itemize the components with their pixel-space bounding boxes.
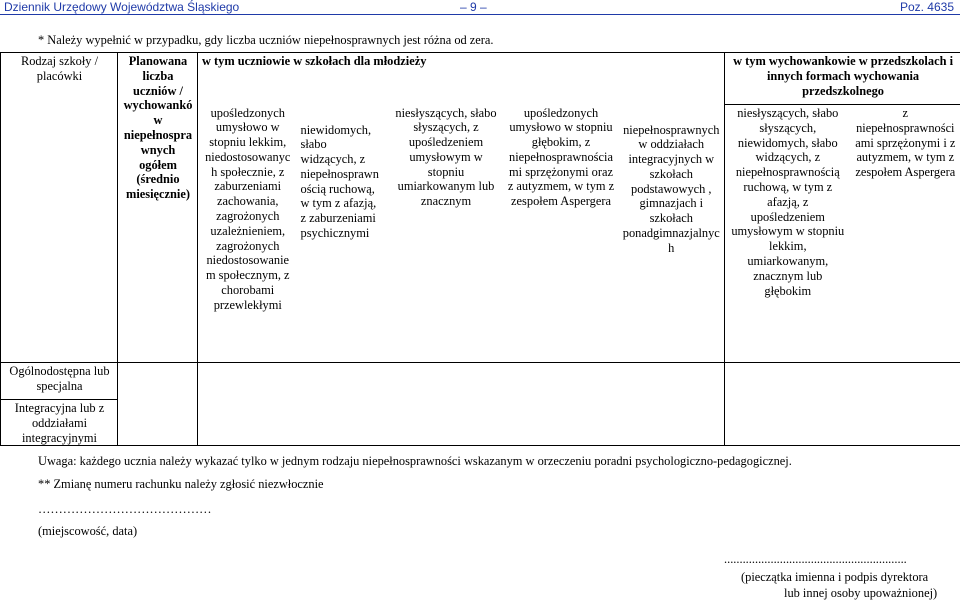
row-label-integration: Integracyjna lub z oddziałami integracyjnymi — [1, 400, 118, 446]
header-preschool-group: w tym wychowankowie w przedszkolach i innych formach wychowania przedszkolnego — [725, 53, 960, 105]
top-note: * Należy wypełnić w przypadku, gdy liczba uczniów niepełnosprawnych jest różna od zera. — [38, 33, 494, 47]
col-preschool-sensory: niesłyszących, słabo słyszących, niewidomych, słabo widzących, z niepełnosprawnością ruchową, w tym z afazją, z upośledzeniem umysłowym w stopniu lekkim, umiarkowanym, znacznym lub głębokim — [725, 105, 850, 363]
uwaga-note: Uwaga: każdego ucznia należy wykazać tylko w jednym rodzaju niepełnosprawności wskazanym w orzeczeniu poradni psychologiczno-pedagogicznej. — [38, 454, 792, 468]
col-integration-classes: niepełnosprawnych w oddziałach integracyjnych w szkołach podstawowych , gimnazjach i szkołach ponadgimnazjalnych — [618, 105, 725, 363]
col-severe-autism: upośledzonych umysłowo w stopniu głębokim, z niepełnosprawnościami sprzężonymi oraz z autyzmem, w tym z zespołem Aspergera — [504, 105, 618, 363]
stamp-label-line2: lub innej osoby upoważnionej) — [784, 586, 938, 600]
header-divider — [0, 14, 960, 15]
disabled-students-table — [0, 52, 960, 446]
page-header — [0, 0, 960, 13]
cell-planned[interactable] — [118, 363, 198, 446]
signature-dots: ........................................................... — [724, 552, 907, 566]
page-number: – 9 – — [460, 0, 487, 14]
header-school-group: w tym uczniowie w szkołach dla młodzieży — [198, 53, 725, 105]
cell-school-values[interactable] — [198, 363, 725, 446]
cell-preschool-values[interactable] — [725, 363, 960, 446]
header-school-type: Rodzaj szkoły / placówki — [1, 53, 118, 363]
journal-title: Dziennik Urzędowy Województwa Śląskiego — [4, 0, 240, 14]
col-blind-motor: niewidomych, słabo widzących, z niepełnosprawnością ruchową, w tym z afazją, z zaburzeniami psychicznymi — [297, 105, 388, 363]
row-label-general: Ogólnodostępna lub specjalna — [1, 363, 118, 400]
stamp-label-line1: (pieczątka imienna i podpis dyrektora — [741, 570, 929, 584]
header-planned-count: Planowana liczba uczniów / wychowanków niepełnosprawnych ogółem (średnio miesięcznie) — [118, 53, 198, 363]
col-deaf-moderate: niesłyszących, słabo słyszących, z upośledzeniem umysłowym w stopniu umiarkowanym lub znacznym — [388, 105, 504, 363]
position-number: Poz. 4635 — [899, 0, 954, 14]
place-date-dots: …………………………………… — [38, 502, 212, 516]
account-note: ** Zmianę numeru rachunku należy zgłosić niezwłocznie — [38, 477, 324, 491]
place-date-label: (miejscowość, data) — [38, 524, 138, 538]
col-mild-disability: upośledzonych umysłowo w stopniu lekkim, niedostosowanych społecznie, z zaburzeniami zachowania, zagrożonych uzależnieniem, zagrożonych niedostosowaniem społecznym, z chorobami przewlekłymi — [198, 105, 297, 363]
col-preschool-multiple: z niepełnosprawnościami sprzężonymi i z autyzmem, w tym z zespołem Aspergera — [850, 105, 960, 363]
